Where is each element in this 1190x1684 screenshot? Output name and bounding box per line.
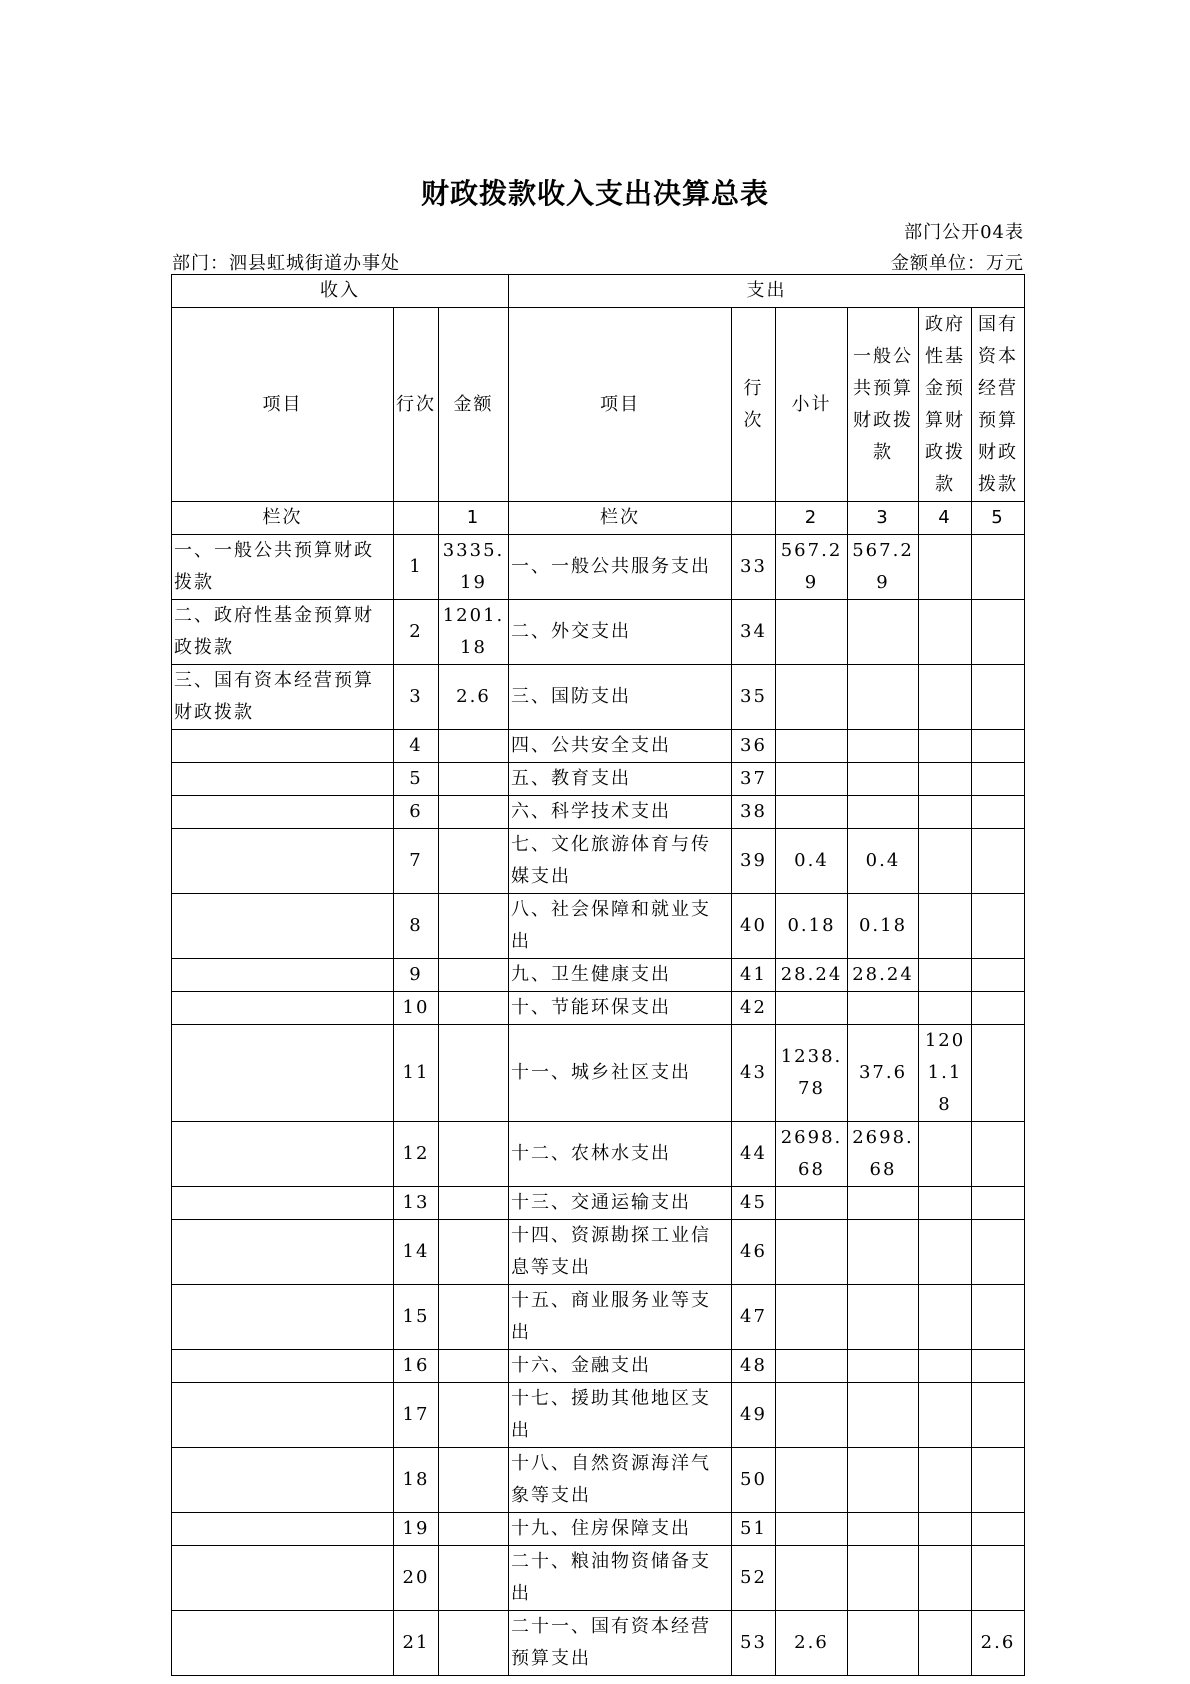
- expense-row-no-cell: 43: [732, 1025, 776, 1122]
- gov-fund-cell: [919, 1383, 972, 1448]
- expense-item-cell: 四、公共安全支出: [509, 730, 732, 763]
- income-amount-cell: [439, 1611, 509, 1676]
- income-item-cell: [172, 730, 394, 763]
- income-item-cell: [172, 1025, 394, 1122]
- income-amount-cell: [439, 1350, 509, 1383]
- expense-item-cell: 五、教育支出: [509, 763, 732, 796]
- table-row: [172, 1025, 1025, 1122]
- expense-row-no-header: 行次: [732, 308, 776, 502]
- state-capital-cell: [972, 665, 1025, 730]
- income-row-no-cell: 2: [394, 600, 439, 665]
- income-row-no-cell: 4: [394, 730, 439, 763]
- gov-fund-cell: [919, 1350, 972, 1383]
- state-capital-cell: [972, 1448, 1025, 1513]
- income-item-cell: [172, 763, 394, 796]
- state-capital-cell: [972, 763, 1025, 796]
- general-budget-cell: 2698.68: [848, 1122, 919, 1187]
- expense-item-cell: 九、卫生健康支出: [509, 959, 732, 992]
- gov-fund-header: 政府性基金预算财政拨款: [919, 308, 972, 502]
- income-row-no-cell: 16: [394, 1350, 439, 1383]
- expense-row-no-cell: 44: [732, 1122, 776, 1187]
- subtotal-cell: [776, 763, 848, 796]
- income-column-label: 栏次: [172, 502, 394, 535]
- subtotal-cell: 1238.78: [776, 1025, 848, 1122]
- subtotal-cell: 0.4: [776, 829, 848, 894]
- subtotal-cell: [776, 1187, 848, 1220]
- income-amount-cell: [439, 1122, 509, 1187]
- expense-row-no-cell: 33: [732, 535, 776, 600]
- table-row: [172, 1546, 1025, 1611]
- expense-item-cell: 二十、粮油物资储备支出: [509, 1546, 732, 1611]
- form-code: 部门公开04表: [904, 222, 1024, 243]
- income-item-cell: [172, 829, 394, 894]
- state-capital-cell: 2.6: [972, 1611, 1025, 1676]
- subtotal-cell: [776, 1350, 848, 1383]
- expense-row-no-cell: 50: [732, 1448, 776, 1513]
- expense-item-cell: 十一、城乡社区支出: [509, 1025, 732, 1122]
- table-row: [172, 829, 1025, 894]
- page-title: 财政拨款收入支出决算总表: [420, 177, 769, 210]
- subtotal-cell: [776, 1220, 848, 1285]
- expense-row-no-cell: 53: [732, 1611, 776, 1676]
- expense-column-label: 栏次: [509, 502, 732, 535]
- income-amount-cell: [439, 1220, 509, 1285]
- income-row-no-cell: 14: [394, 1220, 439, 1285]
- income-row-no-cell: 1: [394, 535, 439, 600]
- gov-fund-cell: [919, 959, 972, 992]
- table-row: [172, 1220, 1025, 1285]
- general-budget-cell: [848, 1285, 919, 1350]
- expense-row-no-cell: 40: [732, 894, 776, 959]
- income-amount-cell: [439, 1383, 509, 1448]
- column-number-2: 2: [776, 502, 848, 535]
- subtotal-cell: 567.29: [776, 535, 848, 600]
- state-capital-cell: [972, 959, 1025, 992]
- expense-row-no-cell: 41: [732, 959, 776, 992]
- subtotal-cell: 2698.68: [776, 1122, 848, 1187]
- gov-fund-cell: [919, 1611, 972, 1676]
- subtotal-cell: [776, 1285, 848, 1350]
- income-amount-header: 金额: [439, 308, 509, 502]
- general-budget-cell: 0.4: [848, 829, 919, 894]
- income-header: 收入: [172, 275, 509, 308]
- income-item-cell: [172, 1448, 394, 1513]
- income-amount-cell: 3335.19: [439, 535, 509, 600]
- expense-item-cell: 十四、资源勘探工业信息等支出: [509, 1220, 732, 1285]
- income-amount-cell: [439, 1513, 509, 1546]
- income-row-no-cell: 13: [394, 1187, 439, 1220]
- general-budget-header: 一般公共预算财政拨款: [848, 308, 919, 502]
- general-budget-cell: [848, 1383, 919, 1448]
- expense-row-no-cell: 36: [732, 730, 776, 763]
- income-row-no-header: 行次: [394, 308, 439, 502]
- expense-row-no-cell: 52: [732, 1546, 776, 1611]
- income-amount-cell: 2.6: [439, 665, 509, 730]
- table-row: [172, 1513, 1025, 1546]
- expense-item-cell: 十七、援助其他地区支出: [509, 1383, 732, 1448]
- general-budget-cell: [848, 1350, 919, 1383]
- subtotal-cell: [776, 992, 848, 1025]
- income-row-no-cell: 6: [394, 796, 439, 829]
- state-capital-cell: [972, 1513, 1025, 1546]
- table-row: [172, 1122, 1025, 1187]
- state-capital-header: 国有资本经营预算财政拨款: [972, 308, 1025, 502]
- general-budget-cell: [848, 763, 919, 796]
- income-item-cell: 二、政府性基金预算财政拨款: [172, 600, 394, 665]
- expense-row-no-cell: 46: [732, 1220, 776, 1285]
- expense-item-cell: 七、文化旅游体育与传媒支出: [509, 829, 732, 894]
- expense-item-cell: 二十一、国有资本经营预算支出: [509, 1611, 732, 1676]
- expense-item-cell: 一、一般公共服务支出: [509, 535, 732, 600]
- gov-fund-cell: [919, 1546, 972, 1611]
- income-row-no-cell: 9: [394, 959, 439, 992]
- subtotal-cell: 2.6: [776, 1611, 848, 1676]
- general-budget-cell: [848, 1220, 919, 1285]
- gov-fund-cell: [919, 600, 972, 665]
- income-amount-cell: [439, 1448, 509, 1513]
- expense-row-no-cell: 38: [732, 796, 776, 829]
- general-budget-cell: [848, 1611, 919, 1676]
- table-row: [172, 796, 1025, 829]
- state-capital-cell: [972, 1187, 1025, 1220]
- state-capital-cell: [972, 535, 1025, 600]
- expense-row-no-cell: 45: [732, 1187, 776, 1220]
- income-row-no-cell: 8: [394, 894, 439, 959]
- subtotal-cell: [776, 1448, 848, 1513]
- income-item-cell: [172, 1350, 394, 1383]
- expense-row-no-cell: 37: [732, 763, 776, 796]
- table-row: [172, 763, 1025, 796]
- general-budget-cell: 567.29: [848, 535, 919, 600]
- table-row: [172, 665, 1025, 730]
- expense-row-no-cell: 35: [732, 665, 776, 730]
- table-row: [172, 1350, 1025, 1383]
- state-capital-cell: [972, 600, 1025, 665]
- general-budget-cell: [848, 992, 919, 1025]
- expense-item-cell: 十三、交通运输支出: [509, 1187, 732, 1220]
- gov-fund-cell: [919, 665, 972, 730]
- income-item-cell: [172, 1187, 394, 1220]
- income-item-cell: [172, 1122, 394, 1187]
- general-budget-cell: 0.18: [848, 894, 919, 959]
- gov-fund-cell: [919, 1122, 972, 1187]
- income-row-no-cell: 19: [394, 1513, 439, 1546]
- general-budget-cell: [848, 730, 919, 763]
- table-row: [172, 1187, 1025, 1220]
- income-row-no-cell: 5: [394, 763, 439, 796]
- income-item-cell: 一、一般公共预算财政拨款: [172, 535, 394, 600]
- subtotal-cell: [776, 796, 848, 829]
- table-row: [172, 600, 1025, 665]
- general-budget-cell: [848, 1546, 919, 1611]
- column-number-1: 1: [439, 502, 509, 535]
- income-row-no-cell: 3: [394, 665, 439, 730]
- expense-item-cell: 三、国防支出: [509, 665, 732, 730]
- appropriation-table: [171, 274, 1025, 1676]
- expense-row-no-cell: 51: [732, 1513, 776, 1546]
- income-row-no-cell: 11: [394, 1025, 439, 1122]
- table-row: [172, 894, 1025, 959]
- income-amount-cell: [439, 959, 509, 992]
- table-row: [172, 1383, 1025, 1448]
- table-row: [172, 1448, 1025, 1513]
- gov-fund-cell: [919, 1285, 972, 1350]
- income-item-cell: [172, 1383, 394, 1448]
- unit-label: 金额单位：万元: [891, 253, 1024, 274]
- income-item-cell: [172, 894, 394, 959]
- income-amount-cell: [439, 1187, 509, 1220]
- table-row: [172, 535, 1025, 600]
- general-budget-cell: [848, 665, 919, 730]
- expense-row-no-cell: 34: [732, 600, 776, 665]
- income-row-no-cell: 15: [394, 1285, 439, 1350]
- state-capital-cell: [972, 730, 1025, 763]
- gov-fund-cell: [919, 1187, 972, 1220]
- column-number-3: 3: [848, 502, 919, 535]
- gov-fund-cell: [919, 730, 972, 763]
- state-capital-cell: [972, 1285, 1025, 1350]
- expense-item-cell: 十、节能环保支出: [509, 992, 732, 1025]
- expense-row-no-column-number: [732, 502, 776, 535]
- general-budget-cell: [848, 1513, 919, 1546]
- income-amount-cell: [439, 1025, 509, 1122]
- subtotal-cell: [776, 1513, 848, 1546]
- subtotal-cell: 0.18: [776, 894, 848, 959]
- expense-row-no-cell: 42: [732, 992, 776, 1025]
- income-row-no-cell: 17: [394, 1383, 439, 1448]
- gov-fund-cell: [919, 1448, 972, 1513]
- expense-item-header: 项目: [509, 308, 732, 502]
- state-capital-cell: [972, 1220, 1025, 1285]
- income-amount-cell: [439, 1285, 509, 1350]
- subtotal-cell: [776, 600, 848, 665]
- table-row: [172, 1611, 1025, 1676]
- gov-fund-cell: [919, 1513, 972, 1546]
- subtotal-cell: [776, 730, 848, 763]
- expense-item-cell: 十八、自然资源海洋气象等支出: [509, 1448, 732, 1513]
- expense-item-cell: 六、科学技术支出: [509, 796, 732, 829]
- gov-fund-cell: [919, 894, 972, 959]
- general-budget-cell: 28.24: [848, 959, 919, 992]
- income-item-cell: [172, 1546, 394, 1611]
- table-row: [172, 959, 1025, 992]
- expense-item-cell: 八、社会保障和就业支出: [509, 894, 732, 959]
- income-item-cell: [172, 796, 394, 829]
- subtotal-header: 小计: [776, 308, 848, 502]
- income-row-no-cell: 18: [394, 1448, 439, 1513]
- gov-fund-cell: 1201.18: [919, 1025, 972, 1122]
- general-budget-cell: [848, 796, 919, 829]
- table-row: [172, 730, 1025, 763]
- state-capital-cell: [972, 1546, 1025, 1611]
- income-amount-cell: [439, 796, 509, 829]
- income-item-cell: [172, 1285, 394, 1350]
- general-budget-cell: [848, 1448, 919, 1513]
- income-amount-cell: [439, 730, 509, 763]
- table-row: [172, 992, 1025, 1025]
- state-capital-cell: [972, 1122, 1025, 1187]
- gov-fund-cell: [919, 992, 972, 1025]
- state-capital-cell: [972, 1350, 1025, 1383]
- general-budget-cell: [848, 600, 919, 665]
- state-capital-cell: [972, 992, 1025, 1025]
- general-budget-cell: 37.6: [848, 1025, 919, 1122]
- table-row: [172, 1285, 1025, 1350]
- gov-fund-cell: [919, 535, 972, 600]
- expense-row-no-cell: 49: [732, 1383, 776, 1448]
- subtotal-cell: [776, 665, 848, 730]
- income-item-cell: [172, 992, 394, 1025]
- expense-row-no-cell: 39: [732, 829, 776, 894]
- income-row-no-cell: 7: [394, 829, 439, 894]
- income-item-cell: [172, 1220, 394, 1285]
- income-amount-cell: [439, 894, 509, 959]
- general-budget-cell: [848, 1187, 919, 1220]
- income-row-no-column-number: [394, 502, 439, 535]
- expense-item-cell: 十九、住房保障支出: [509, 1513, 732, 1546]
- gov-fund-cell: [919, 763, 972, 796]
- expense-item-cell: 二、外交支出: [509, 600, 732, 665]
- state-capital-cell: [972, 1025, 1025, 1122]
- expense-row-no-cell: 48: [732, 1350, 776, 1383]
- income-amount-cell: [439, 829, 509, 894]
- column-number-4: 4: [919, 502, 972, 535]
- expense-item-cell: 十六、金融支出: [509, 1350, 732, 1383]
- income-row-no-cell: 20: [394, 1546, 439, 1611]
- income-amount-cell: [439, 992, 509, 1025]
- income-item-cell: 三、国有资本经营预算财政拨款: [172, 665, 394, 730]
- gov-fund-cell: [919, 796, 972, 829]
- expense-item-cell: 十五、商业服务业等支出: [509, 1285, 732, 1350]
- column-number-5: 5: [972, 502, 1025, 535]
- income-item-cell: [172, 1513, 394, 1546]
- state-capital-cell: [972, 796, 1025, 829]
- income-amount-cell: [439, 1546, 509, 1611]
- state-capital-cell: [972, 894, 1025, 959]
- income-row-no-cell: 10: [394, 992, 439, 1025]
- expense-header: 支出: [509, 275, 1025, 308]
- subtotal-cell: 28.24: [776, 959, 848, 992]
- subtotal-cell: [776, 1546, 848, 1611]
- gov-fund-cell: [919, 829, 972, 894]
- state-capital-cell: [972, 829, 1025, 894]
- income-item-cell: [172, 1611, 394, 1676]
- income-amount-cell: 1201.18: [439, 600, 509, 665]
- state-capital-cell: [972, 1383, 1025, 1448]
- gov-fund-cell: [919, 1220, 972, 1285]
- department-label: 部门：泗县虹城街道办事处: [172, 253, 400, 274]
- income-item-cell: [172, 959, 394, 992]
- expense-row-no-cell: 47: [732, 1285, 776, 1350]
- income-item-header: 项目: [172, 308, 394, 502]
- income-row-no-cell: 12: [394, 1122, 439, 1187]
- expense-item-cell: 十二、农林水支出: [509, 1122, 732, 1187]
- income-amount-cell: [439, 763, 509, 796]
- income-row-no-cell: 21: [394, 1611, 439, 1676]
- subtotal-cell: [776, 1383, 848, 1448]
